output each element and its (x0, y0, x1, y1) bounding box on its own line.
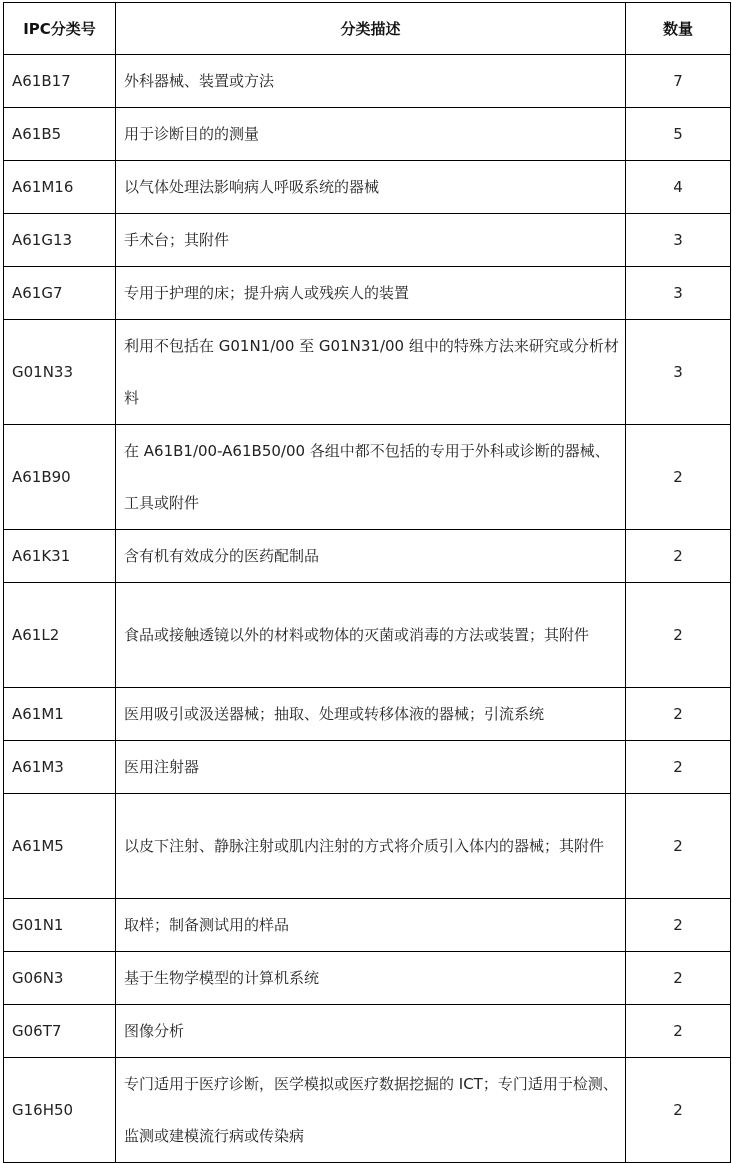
description-cell: 基于生物学模型的计算机系统 (116, 952, 626, 1005)
table-row (4, 583, 731, 688)
ipc-code-cell: G01N1 (4, 899, 116, 952)
table-row (4, 952, 731, 1005)
description-cell: 专用于护理的床；提升病人或残疾人的装置 (116, 267, 626, 320)
header-count: 数量 (626, 3, 731, 55)
table-row (4, 794, 731, 899)
count-cell: 2 (626, 425, 731, 530)
count-cell: 2 (626, 530, 731, 583)
ipc-code-cell: A61G13 (4, 214, 116, 267)
table-row (4, 1005, 731, 1058)
table-row (4, 161, 731, 214)
count-cell: 2 (626, 899, 731, 952)
description-cell: 食品或接触透镜以外的材料或物体的灭菌或消毒的方法或装置；其附件 (116, 583, 626, 688)
description-cell: 手术台；其附件 (116, 214, 626, 267)
ipc-code-cell: A61L2 (4, 583, 116, 688)
ipc-code-cell: A61M16 (4, 161, 116, 214)
count-cell: 2 (626, 794, 731, 899)
table-row (4, 108, 731, 161)
ipc-code-cell: G06T7 (4, 1005, 116, 1058)
count-cell: 3 (626, 214, 731, 267)
ipc-code-cell: A61B90 (4, 425, 116, 530)
count-cell: 2 (626, 1005, 731, 1058)
table-row (4, 425, 731, 530)
table-row (4, 1058, 731, 1163)
ipc-code-cell: G01N33 (4, 320, 116, 425)
count-cell: 2 (626, 583, 731, 688)
ipc-code-cell: A61M3 (4, 741, 116, 794)
ipc-code-cell: G06N3 (4, 952, 116, 1005)
ipc-code-cell: A61B5 (4, 108, 116, 161)
ipc-code-cell: A61K31 (4, 530, 116, 583)
table-row (4, 741, 731, 794)
count-cell: 7 (626, 55, 731, 108)
ipc-code-cell: A61B17 (4, 55, 116, 108)
ipc-classification-table (3, 2, 731, 1163)
description-cell: 利用不包括在 G01N1/00 至 G01N31/00 组中的特殊方法来研究或分析材料 (116, 320, 626, 425)
table-row (4, 320, 731, 425)
header-description: 分类描述 (116, 3, 626, 55)
description-cell: 医用注射器 (116, 741, 626, 794)
description-cell: 专门适用于医疗诊断，医学模拟或医疗数据挖掘的 ICT；专门适用于检测、监测或建模流行病或传染病 (116, 1058, 626, 1163)
table-row (4, 899, 731, 952)
count-cell: 5 (626, 108, 731, 161)
ipc-code-cell: A61M5 (4, 794, 116, 899)
table-row (4, 55, 731, 108)
table-header-row (4, 3, 731, 55)
table-row (4, 214, 731, 267)
count-cell: 2 (626, 1058, 731, 1163)
table-row (4, 688, 731, 741)
header-ipc-code: IPC分类号 (4, 3, 116, 55)
ipc-code-cell: A61G7 (4, 267, 116, 320)
description-cell: 取样；制备测试用的样品 (116, 899, 626, 952)
count-cell: 2 (626, 688, 731, 741)
count-cell: 4 (626, 161, 731, 214)
description-cell: 以气体处理法影响病人呼吸系统的器械 (116, 161, 626, 214)
description-cell: 以皮下注射、静脉注射或肌内注射的方式将介质引入体内的器械；其附件 (116, 794, 626, 899)
count-cell: 2 (626, 741, 731, 794)
description-cell: 图像分析 (116, 1005, 626, 1058)
ipc-code-cell: A61M1 (4, 688, 116, 741)
description-cell: 含有机有效成分的医药配制品 (116, 530, 626, 583)
count-cell: 3 (626, 267, 731, 320)
count-cell: 3 (626, 320, 731, 425)
description-cell: 医用吸引或汲送器械；抽取、处理或转移体液的器械；引流系统 (116, 688, 626, 741)
count-cell: 2 (626, 952, 731, 1005)
table-row (4, 267, 731, 320)
ipc-code-cell: G16H50 (4, 1058, 116, 1163)
description-cell: 在 A61B1/00-A61B50/00 各组中都不包括的专用于外科或诊断的器械、工具或附件 (116, 425, 626, 530)
description-cell: 外科器械、装置或方法 (116, 55, 626, 108)
description-cell: 用于诊断目的的测量 (116, 108, 626, 161)
table-row (4, 530, 731, 583)
